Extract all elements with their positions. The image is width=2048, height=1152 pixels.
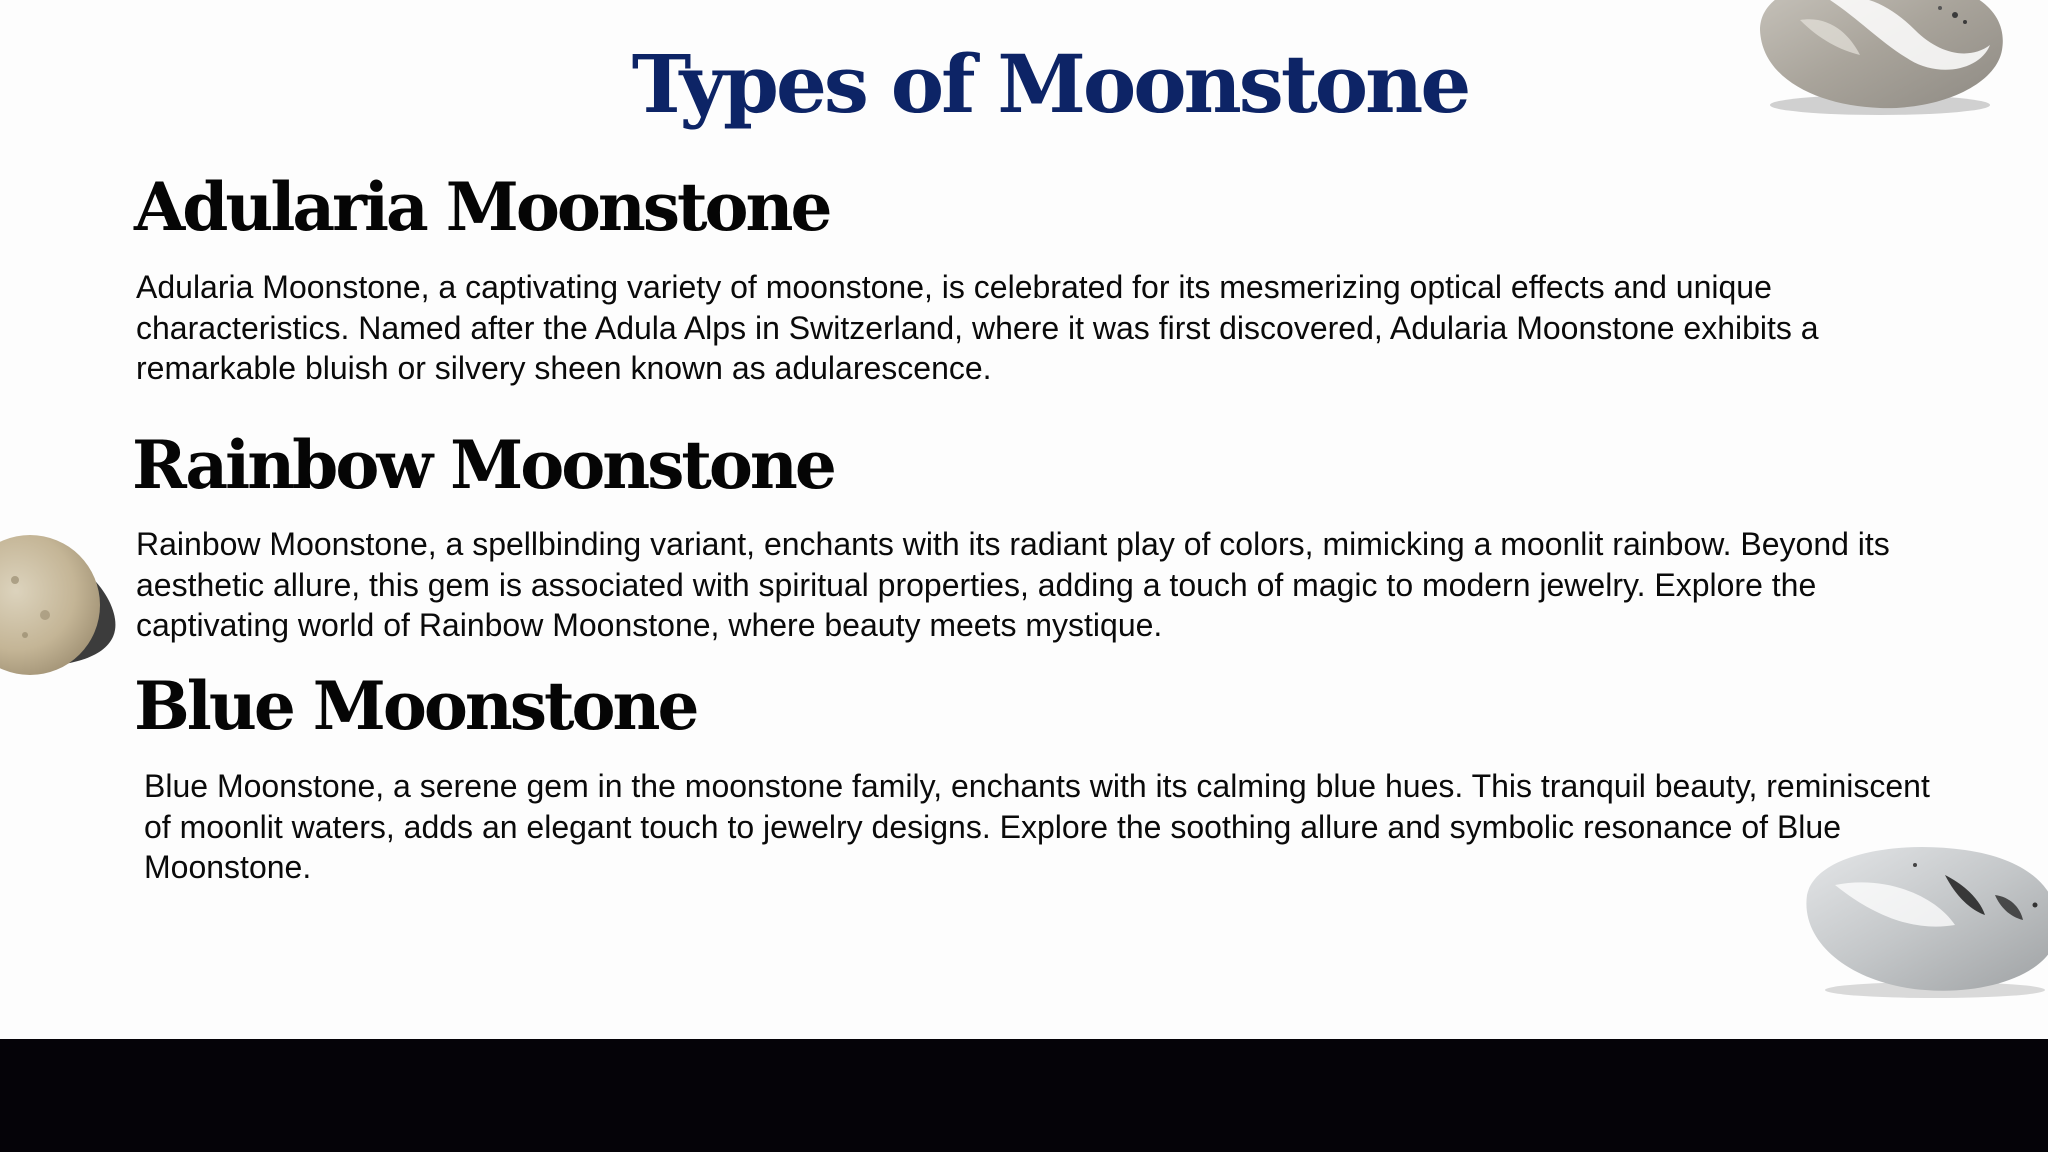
blue-description: Blue Moonstone, a serene gem in the moonstone family, enchants with its calming blue hues. This tranquil beauty, reminiscent of moonlit waters, adds an elegant touch to jewelry designs. Explore the soothing allure and symbolic resonance of Blue Moonstone. <box>144 768 1930 885</box>
adularia-heading: Adularia Moonstone <box>134 168 830 246</box>
slide-title: Types of Moonstone <box>631 37 1469 131</box>
rainbow-heading: Rainbow Moonstone <box>132 426 834 504</box>
rainbow-description: Rainbow Moonstone, a spellbinding variant, enchants with its radiant play of colors, mimicking a moonlit rainbow. Beyond its aesthetic allure, this gem is associated with spiritual properties, adding a touch of magic to modern jewelry. Explore the captivating world of Rainbow Moonstone, where beauty meets mystique. <box>136 526 1890 643</box>
blue-heading: Blue Moonstone <box>134 667 697 745</box>
moonstone-bottom-right-image <box>1795 835 2048 1000</box>
bottom-bar <box>0 1039 2048 1152</box>
moonstone-top-right-image <box>1740 0 2010 120</box>
adularia-description: Adularia Moonstone, a captivating variety of moonstone, is celebrated for its mesmerizing optical effects and unique characteristics. Named after the Adula Alps in Switzerland, where it was first discovered, Adularia Moonstone exhibits a remarkable bluish or silvery sheen known as adularescence. <box>136 269 1819 386</box>
moonstone-left-image <box>0 510 130 680</box>
